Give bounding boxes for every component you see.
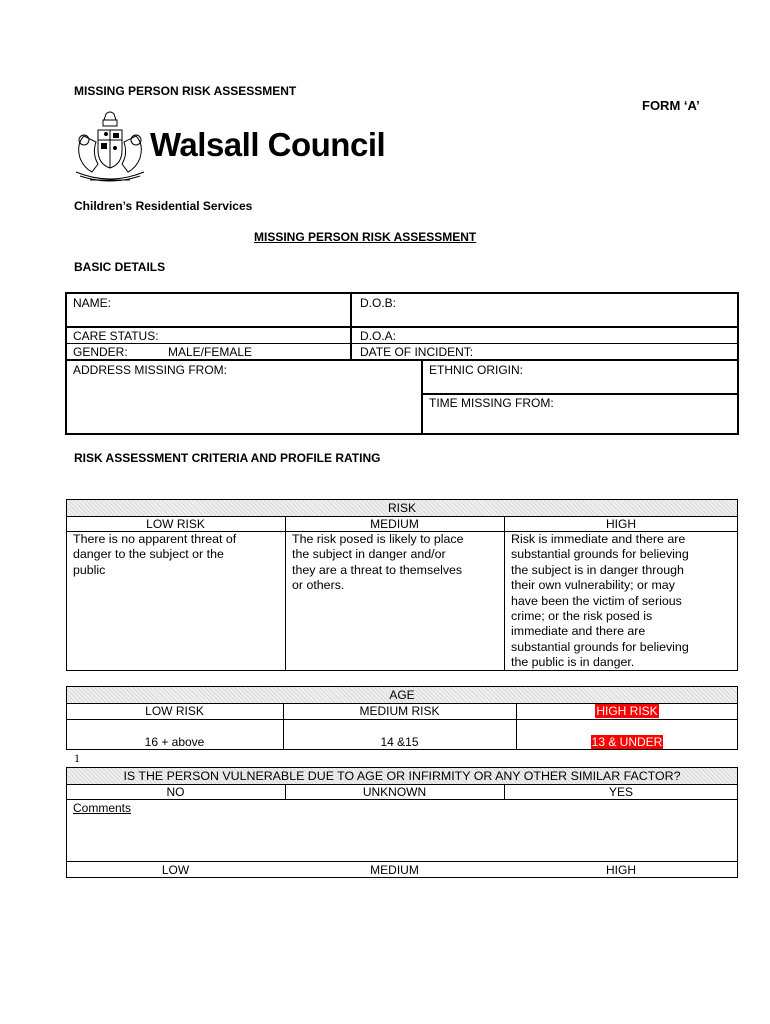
age-medium-header: MEDIUM RISK xyxy=(359,704,440,718)
coat-of-arms-icon xyxy=(70,110,150,186)
comments-label: Comments xyxy=(73,801,132,815)
vulnerability-rating-medium: MEDIUM xyxy=(370,863,419,877)
gender-value: MALE/FEMALE xyxy=(168,345,253,359)
vulnerability-question: IS THE PERSON VULNERABLE DUE TO AGE OR INFIRMITY OR ANY OTHER SIMILAR FACTOR? xyxy=(123,769,681,783)
care-status-label: CARE STATUS: xyxy=(73,329,159,343)
age-medium-value: 14 &15 xyxy=(380,735,419,749)
risk-medium-description: The risk posed is likely to place the subject in danger and/or they are a threat to themselves or others. xyxy=(292,532,464,593)
vulnerability-rating-low: LOW xyxy=(161,863,190,877)
age-low-value: 16 + above xyxy=(144,735,205,749)
age-low-header: LOW RISK xyxy=(145,704,204,718)
criteria-heading: RISK ASSESSMENT CRITERIA AND PROFILE RATING xyxy=(74,451,381,465)
risk-low-description: There is no apparent threat of danger to the subject or the public xyxy=(73,532,237,577)
top-title: MISSING PERSON RISK ASSESSMENT xyxy=(74,84,297,98)
dob-label: D.O.B: xyxy=(360,296,397,310)
age-title: AGE xyxy=(389,688,415,702)
gender-label: GENDER: xyxy=(73,345,128,359)
risk-medium-header: MEDIUM xyxy=(370,517,419,531)
basic-details-heading: BASIC DETAILS xyxy=(74,260,166,274)
time-missing-label: TIME MISSING FROM: xyxy=(429,396,554,410)
logo-wordmark xyxy=(150,126,385,164)
council-logo xyxy=(70,110,400,186)
page-number: 1 xyxy=(74,751,80,765)
risk-high-description: Risk is immediate and there are substantial grounds for believing the subject is in danger through their own vulnerability; or may have been the victim of serious crime; or the risk posed is immediate and there are substantial grounds for believing the public is in danger. xyxy=(511,532,689,670)
vulnerability-unknown: UNKNOWN xyxy=(362,785,427,799)
date-of-incident-label: DATE OF INCIDENT: xyxy=(360,345,474,359)
age-high-header: HIGH RISK xyxy=(596,704,658,718)
name-label: NAME: xyxy=(73,296,112,310)
risk-high-header: HIGH xyxy=(606,517,636,531)
risk-title: RISK xyxy=(387,501,416,515)
vulnerability-no: NO xyxy=(166,785,185,799)
ethnic-origin-label: ETHNIC ORIGIN: xyxy=(429,363,524,377)
logo-text: Walsall Council xyxy=(150,126,386,163)
form-label: FORM ‘A’ xyxy=(642,98,700,113)
age-high-value: 13 & UNDER xyxy=(591,735,663,749)
vulnerability-rating-high: HIGH xyxy=(606,863,636,877)
risk-low-header: LOW RISK xyxy=(146,517,205,531)
document-title: MISSING PERSON RISK ASSESSMENT xyxy=(254,230,477,244)
vulnerability-yes: YES xyxy=(608,785,633,799)
service-name: Children’s Residential Services xyxy=(74,199,253,213)
doa-label: D.O.A: xyxy=(360,329,397,343)
address-missing-label: ADDRESS MISSING FROM: xyxy=(73,363,228,377)
